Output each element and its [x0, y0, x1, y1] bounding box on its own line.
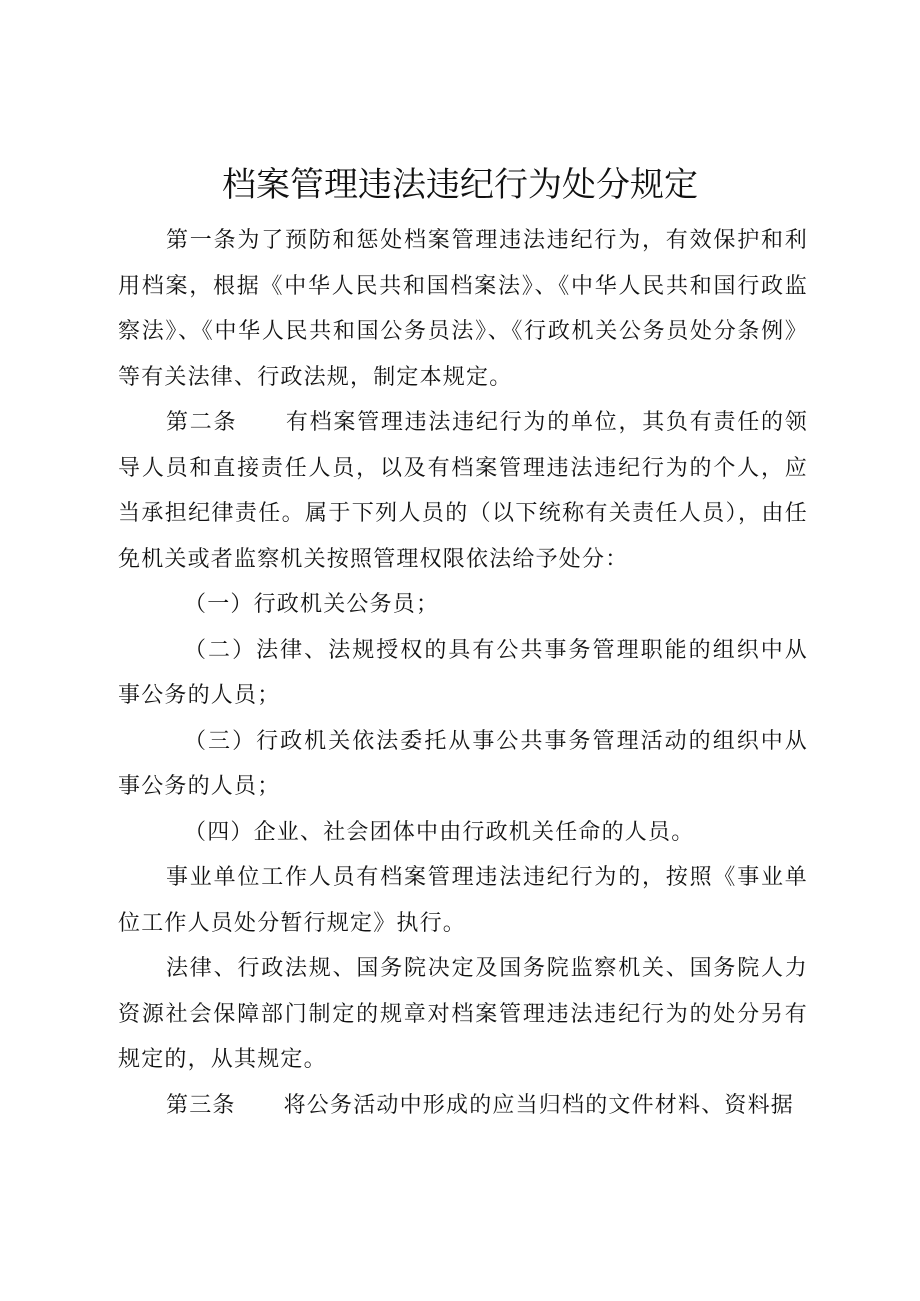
- article-3-text: 将公务活动中形成的应当归档的文件材料、资料据: [283, 1092, 795, 1118]
- document-title: 档案管理违法违纪行为处分规定: [222, 165, 698, 205]
- list-item-4-text: （四）企业、社会团体中由行政机关任命的人员。: [184, 819, 695, 845]
- article-2-text: 有档案管理违法违纪行为的单位，其负有责任的领导人员和直接责任人员，以及有档案管理违法违纪行为的个人，应当承担纪律责任。属于下列人员的（以下统称有关责任人员），由任免机关或者监察机关按照管理权限依法给予处分：: [118, 410, 808, 572]
- public-institution-paragraph: [118, 855, 808, 946]
- list-item-1-text: （一）行政机关公务员；: [184, 592, 440, 617]
- list-item-4: [118, 810, 808, 856]
- public-institution-text: 事业单位工作人员有档案管理违法违纪行为的，按照《事业单位工作人员处分暂行规定》执行。: [118, 865, 808, 936]
- article-1-paragraph: [118, 218, 808, 400]
- article-1-text: 第一条为了预防和惩处档案管理违法违纪行为，有效保护和利用档案，根据《中华人民共和国档案法》、《中华人民共和国行政监察法》、《中华人民共和国公务员法》、《行政机关公务员处分条例》等有关法律、行政法规，制定本规定。: [118, 228, 808, 390]
- list-item-3: [118, 719, 808, 810]
- list-item-3-text: （三）行政机关依法委托从事公共事务管理活动的组织中从事公务的人员；: [118, 728, 808, 799]
- list-item-1: [118, 582, 808, 628]
- other-provisions-paragraph: [118, 946, 808, 1083]
- article-3-heading: 第三条: [166, 1092, 236, 1118]
- article-2-heading: 第二条: [166, 410, 238, 435]
- article-2-paragraph: [118, 400, 808, 582]
- list-item-2-text: （二）法律、法规授权的具有公共事务管理职能的组织中从事公务的人员；: [118, 637, 808, 708]
- article-3-paragraph: [118, 1083, 808, 1129]
- list-item-2: [118, 628, 808, 719]
- document-body: [118, 218, 808, 1128]
- other-provisions-text: 法律、行政法规、国务院决定及国务院监察机关、国务院人力资源社会保障部门制定的规章对档案管理违法违纪行为的处分另有规定的，从其规定。: [118, 956, 808, 1072]
